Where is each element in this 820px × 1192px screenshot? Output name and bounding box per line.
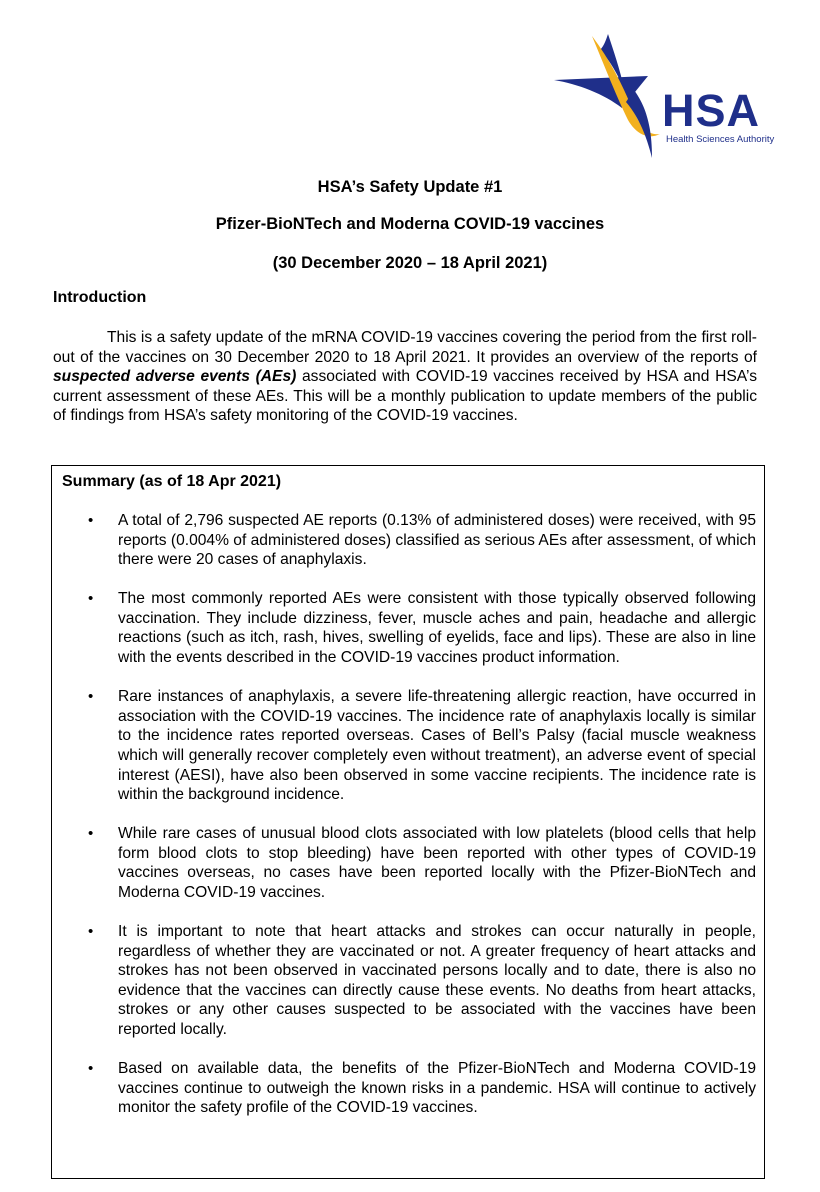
summary-item (52, 922, 766, 1040)
summary-item-text: The most commonly reported AEs were consistent with those typically observed following vaccination. They include dizziness, fever, muscle aches and pain, headache and allergic reactions (such as itch, rash, hives, swelling of eyelids, face and lips). These are also in line with the events described in the COVID-19 vaccines product information. (118, 590, 756, 667)
summary-item (52, 1059, 766, 1118)
logo-wordmark: HSA (662, 85, 761, 136)
summary-title: Summary (as of 18 Apr 2021) (62, 473, 282, 490)
introduction-heading: Introduction (53, 289, 147, 306)
logo-subtitle: Health Sciences Authority (666, 134, 775, 145)
intro-emphasis: suspected adverse events (AEs) (53, 368, 297, 385)
summary-item (52, 589, 766, 667)
summary-item-text: Rare instances of anaphylaxis, a severe life-threatening allergic reaction, have occurred in association with the COVID-19 vaccines. The incidence rate of anaphylaxis locally is similar to the incidence rates reported overseas. Cases of Bell’s Palsy (facial muscle weakness which will generally recover completely even without treatment), an adverse event of special interest (AESI), have also been observed in some vaccine recipients. The incidence rate is within the background incidence. (118, 688, 756, 804)
bullet-icon: • (88, 923, 94, 941)
summary-item (52, 824, 766, 902)
summary-list (52, 511, 766, 1137)
summary-item-text: While rare cases of unusual blood clots associated with low platelets (blood cells that help form blood clots to stop bleeding) have been reported with other types of COVID-19 vaccines overseas, no cases have been reported locally with the Pfizer-BioNTech and Moderna COVID-19 vaccines. (118, 825, 756, 901)
bullet-icon: • (88, 1060, 94, 1078)
summary-item-text: A total of 2,796 suspected AE reports (0.13% of administered doses) were received, with 95 reports (0.004% of administered doses) classified as serious AEs after assessment, of which there were 20 cases of anaphylaxis. (118, 512, 756, 569)
hsa-logo (548, 30, 788, 165)
introduction-paragraph (53, 328, 757, 426)
bullet-icon: • (88, 825, 94, 843)
bullet-icon: • (88, 688, 94, 706)
summary-item (52, 687, 766, 805)
summary-item-text: Based on available data, the benefits of the Pfizer-BioNTech and Moderna COVID-19 vaccines continue to outweigh the known risks in a pandemic. HSA will continue to actively monitor the safety profile of the COVID-19 vaccines. (118, 1060, 756, 1117)
document-title: HSA’s Safety Update #1 (317, 178, 503, 196)
intro-text-end: associated with COVID-19 vaccines received by HSA and HSA’s current assessment of these AEs. This will be a monthly publication to update members of the public of findings from HSA’s safety monitoring of the COVID-19 vaccines. (53, 368, 757, 424)
summary-item (52, 511, 766, 570)
summary-box (51, 465, 765, 1179)
summary-item-text: It is important to note that heart attacks and strokes can occur naturally in people, regardless of whether they are vaccinated or not. A greater frequency of heart attacks and strokes has not been observed in vaccinated persons locally and to date, there is also no evidence that the vaccines can directly cause these events. No deaths from heart attacks, strokes or any other causes suspected to be associated with the vaccines have been reported locally. (118, 923, 756, 1039)
intro-text-start: This is a safety update of the mRNA COVID-19 vaccines covering the period from the first roll-out of the vaccines on 30 December 2020 to 18 April 2021. It provides an overview of the reports of (53, 329, 757, 366)
bullet-icon: • (88, 590, 94, 608)
bullet-icon: • (88, 512, 94, 529)
document-subtitle: Pfizer-BioNTech and Moderna COVID-19 vaccines (215, 215, 605, 233)
document-period: (30 December 2020 – 18 April 2021) (272, 254, 548, 272)
